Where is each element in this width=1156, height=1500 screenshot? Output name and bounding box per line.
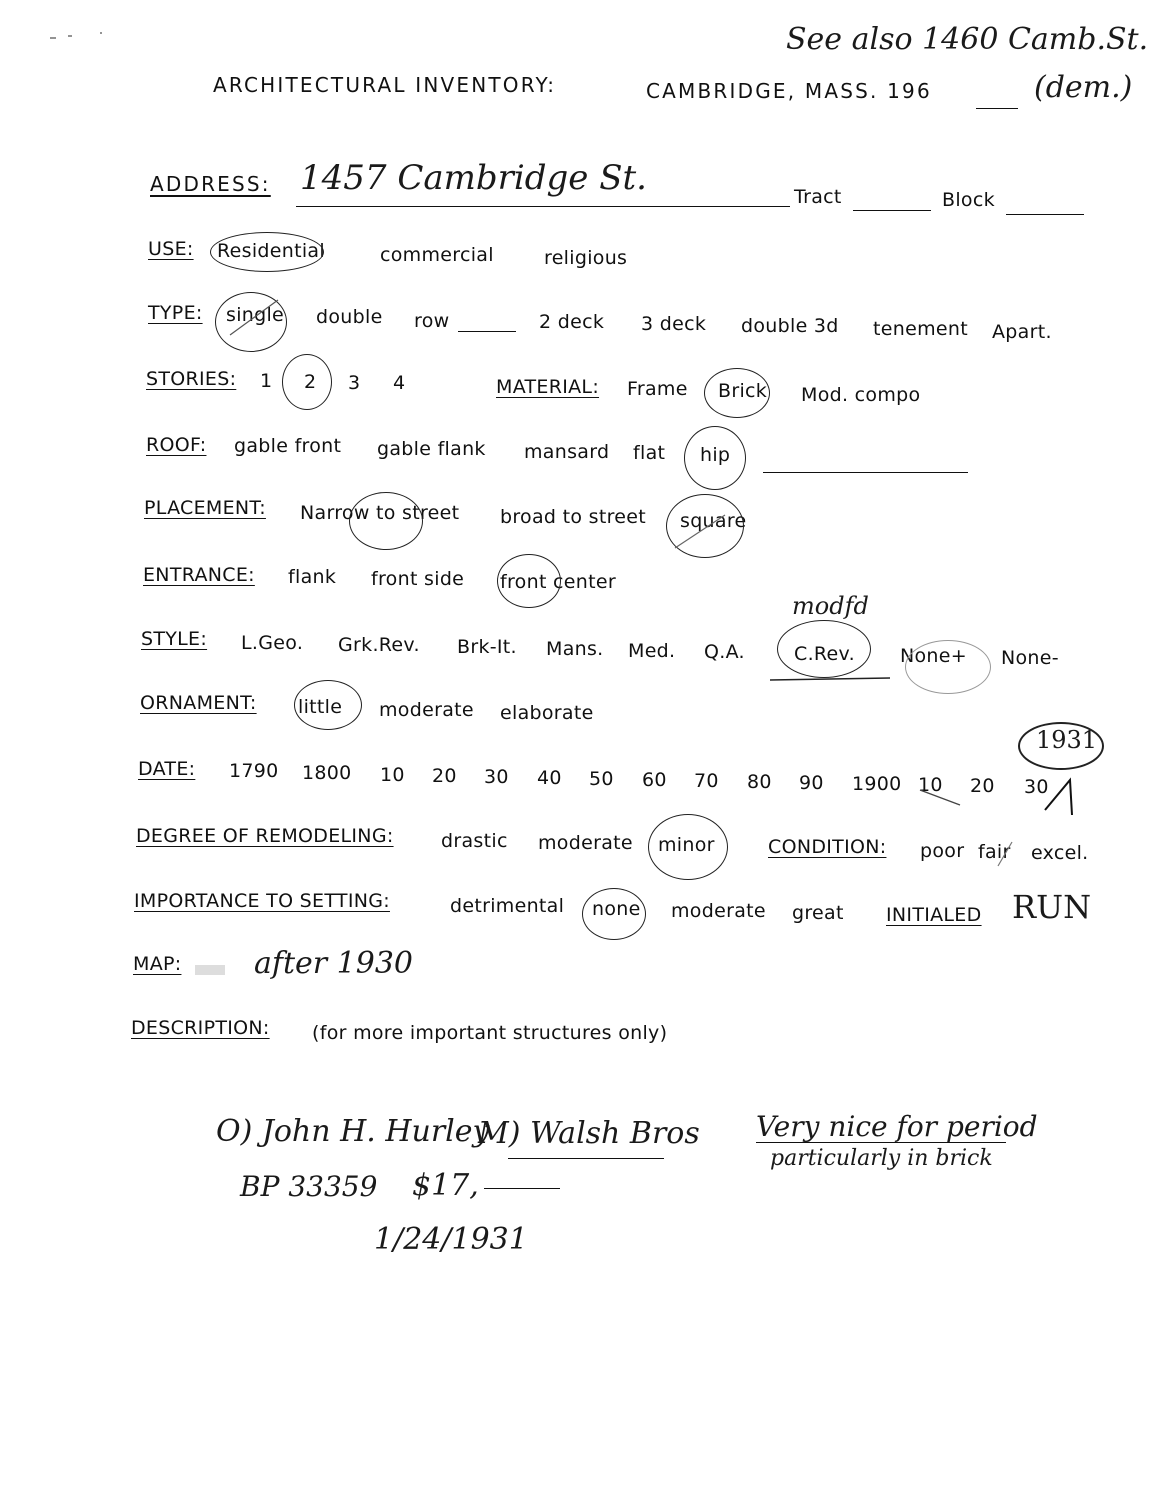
date-option: 80 <box>747 771 772 793</box>
map-value: after 1930 <box>254 946 414 981</box>
date-option: 60 <box>642 769 667 791</box>
material-option: Brick <box>718 380 768 402</box>
form-city: CAMBRIDGE, MASS. 196 <box>646 79 932 103</box>
style-option: Med. <box>628 640 676 662</box>
entrance-option: front center <box>500 571 616 593</box>
ornament-option: little <box>298 696 343 718</box>
style-note: modfd <box>792 592 869 620</box>
placement-option: square <box>680 510 747 532</box>
date-option: 10 <box>918 774 943 796</box>
date-option: 20 <box>432 765 457 787</box>
comment-note: Very nice for period <box>756 1110 1038 1143</box>
condition-option: excel. <box>1031 842 1089 864</box>
type-option: 2 deck <box>539 311 605 333</box>
roof-option: flat <box>633 442 666 464</box>
type-option: double <box>316 306 383 328</box>
builder-note: M) Walsh Bros <box>478 1116 700 1151</box>
map-label: MAP: <box>133 953 182 975</box>
ornament-option: elaborate <box>500 702 594 724</box>
ornament-option: moderate <box>379 699 474 721</box>
remodeling-option: minor <box>658 834 715 856</box>
stories-option: 4 <box>393 372 406 394</box>
roof-option: gable flank <box>377 438 486 460</box>
style-option: Mans. <box>546 638 604 660</box>
comment-note-2: particularly in brick <box>770 1146 993 1171</box>
importance-option: moderate <box>671 900 766 922</box>
date-note: 1931 <box>1036 726 1098 754</box>
use-label: USE: <box>148 238 194 260</box>
roof-label: ROOF: <box>146 434 207 456</box>
type-option: tenement <box>873 318 968 340</box>
condition-label: CONDITION: <box>768 836 887 858</box>
remodeling-option: drastic <box>441 830 508 852</box>
use-option: religious <box>544 247 628 269</box>
placement-option: broad to street <box>500 506 647 528</box>
cost-note: $17, <box>412 1168 479 1203</box>
condition-option: poor <box>920 840 965 862</box>
placement-label: PLACEMENT: <box>144 497 266 519</box>
entrance-option: flank <box>288 566 337 588</box>
description-hint: (for more important structures only) <box>312 1022 668 1044</box>
placement-option: Narrow to street <box>300 502 460 524</box>
date-option: 50 <box>589 768 614 790</box>
style-label: STYLE: <box>141 628 208 650</box>
tract-label: Tract <box>794 186 842 208</box>
stories-option: 1 <box>260 370 273 392</box>
stories-option: 2 <box>304 371 317 393</box>
address-value: 1457 Cambridge St. <box>300 158 647 198</box>
roof-option: mansard <box>524 441 610 463</box>
initialed-label: INITIALED <box>886 904 982 926</box>
date-option: 1800 <box>302 762 352 784</box>
importance-option: none <box>592 898 641 920</box>
importance-option: detrimental <box>450 895 565 917</box>
entrance-label: ENTRANCE: <box>143 564 255 586</box>
date-option: 40 <box>537 767 562 789</box>
date-option: 70 <box>694 770 719 792</box>
style-option: Brk-It. <box>457 636 517 658</box>
roof-option: gable front <box>234 435 342 457</box>
date-option: 1790 <box>229 760 279 782</box>
style-option: None- <box>1001 647 1059 669</box>
type-option: single <box>226 304 285 326</box>
demolished-note: (dem.) <box>1034 70 1133 105</box>
condition-option: fair <box>978 841 1011 863</box>
stories-label: STORIES: <box>146 368 237 390</box>
stories-option: 3 <box>348 372 361 394</box>
importance-option: great <box>792 902 844 924</box>
ornament-label: ORNAMENT: <box>140 692 257 714</box>
date-label: DATE: <box>138 758 196 780</box>
roof-option: hip <box>700 444 731 466</box>
type-option: double 3d <box>741 315 839 337</box>
description-label: DESCRIPTION: <box>131 1017 270 1039</box>
type-option: Apart. <box>992 321 1052 343</box>
remodeling-label: DEGREE OF REMODELING: <box>136 825 394 847</box>
use-option: Residential <box>217 240 325 262</box>
initials-value: RUN <box>1012 888 1092 926</box>
date-permit-note: 1/24/1931 <box>374 1222 528 1257</box>
style-option: L.Geo. <box>241 632 304 654</box>
type-option: 3 deck <box>641 313 707 335</box>
use-option: commercial <box>380 244 494 266</box>
style-option: Grk.Rev. <box>338 634 420 656</box>
type-label: TYPE: <box>148 302 203 324</box>
style-option: None+ <box>900 645 967 667</box>
type-option: row <box>414 310 450 332</box>
date-option: 30 <box>1024 776 1049 798</box>
address-label: ADDRESS: <box>150 172 271 196</box>
style-option: C.Rev. <box>794 643 855 665</box>
owner-note: O) John H. Hurley <box>216 1114 490 1149</box>
date-option: 10 <box>380 764 405 786</box>
material-option: Mod. compo <box>801 384 921 406</box>
date-option: 90 <box>799 772 824 794</box>
permit-note: BP 33359 <box>240 1170 378 1203</box>
date-option: 30 <box>484 766 509 788</box>
block-label: Block <box>942 189 995 211</box>
material-option: Frame <box>627 378 688 400</box>
reference-note: See also 1460 Camb.St. <box>786 22 1149 57</box>
date-option: 1900 <box>852 773 902 795</box>
entrance-option: front side <box>371 568 465 590</box>
remodeling-option: moderate <box>538 832 633 854</box>
material-label: MATERIAL: <box>496 376 600 398</box>
form-title: ARCHITECTURAL INVENTORY: <box>213 73 557 97</box>
style-option: Q.A. <box>704 641 745 663</box>
date-option: 20 <box>970 775 995 797</box>
importance-label: IMPORTANCE TO SETTING: <box>134 890 390 912</box>
